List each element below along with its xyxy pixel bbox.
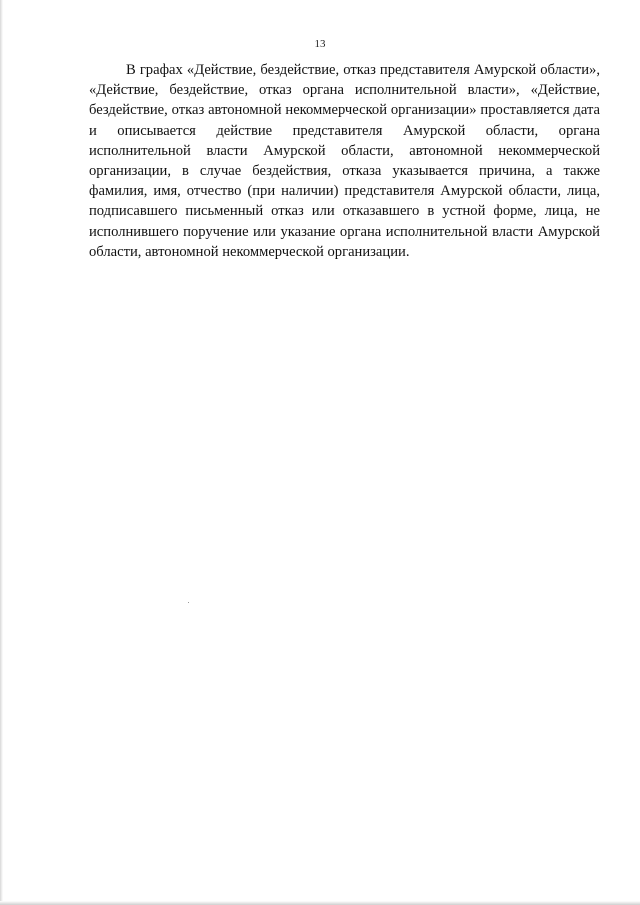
scan-speck bbox=[188, 602, 189, 603]
scan-edge-left bbox=[0, 0, 3, 905]
scan-edge-bottom bbox=[0, 901, 640, 905]
page-number: 13 bbox=[314, 38, 326, 50]
body-paragraph: В графах «Действие, бездействие, отказ представителя Амурской области», «Действие, бездействие, отказ органа исполнительной власти», «Действие, бездействие, отказ автономной некоммерческой организации» проставляется дата и описывается действие представителя Амурской области, органа исполнительной власти Амурской области, автономной некоммерческой организации, в случае бездействия, отказа указывается причина, а также фамилия, имя, отчество (при наличии) представителя Амурской области, лица, подписавшего письменный отказ или отказавшего в устной форме, лица, не исполнившего поручение или указание органа исполнительной власти Амурской области, автономной некоммерческой организации. bbox=[89, 62, 600, 260]
